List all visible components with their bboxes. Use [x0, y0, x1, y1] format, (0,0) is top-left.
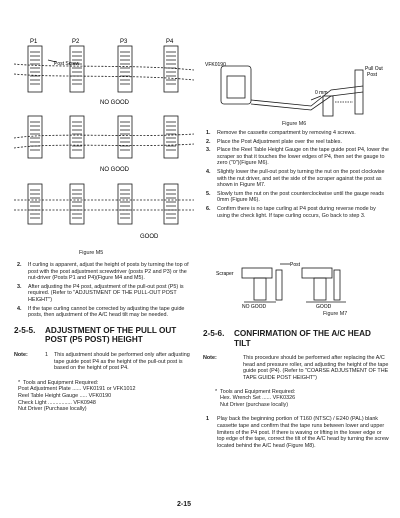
left-note: Note: 1 This adjustment should be performed only after adjusting tape guide post P4 as the height of the pull-out post is based on the height of post P4. — [14, 351, 190, 372]
figure-m7-diagram — [216, 258, 376, 308]
figure-m6-diagram — [203, 56, 393, 120]
right-item-2: 2. Place the Post Adjustment plate over the reel tables. — [206, 138, 342, 145]
left-item-3: 3. After adjusting the P4 post, adjustment of the pull-out post (P5) is required. (Refer to "ADJUSTMENT OF THE PULL-OUT POST HEIGHT") — [17, 283, 184, 303]
right-item-5: 5. Slowly turn the nut on the post counterclockwise until the gauge reads 0mm (Figure M6). — [206, 190, 384, 204]
label-post-m6: Post — [367, 72, 378, 78]
right-item-1: 1. Remove the cassette compartment by removing 4 screws. — [206, 130, 356, 136]
label-p3: P3 — [120, 39, 128, 45]
left-column — [14, 262, 197, 413]
section-2-5-6-heading: 2-5-6. CONFIRMATION OF THE A/C HEAD TILT — [203, 329, 371, 348]
figure-m5-diagram — [14, 38, 194, 266]
label-good: GOOD — [140, 234, 159, 240]
left-item-4: 4. If the tape curling cannot be corrected by adjusting the tape guide posts, then adjustment of the A/C head tilt may be needed. — [17, 305, 185, 319]
right-section-2-5-6 — [203, 329, 389, 451]
section-2-5-5-heading: 2-5-5. ADJUSTMENT OF THE PULL OUT POST (P5 POST) HEIGHT — [14, 325, 177, 345]
label-p4: P4 — [166, 39, 174, 45]
right-item-3: 3. Place the Reel Table Height Gauge on the tape guide post P4, lower the scraper so that it touches the lower edges of P4, then set the gauge to zero ("0")(Figure M6). — [206, 147, 389, 167]
post-row-3 — [14, 184, 194, 224]
left-item-2: 2. If curling is apparent, adjust the height of posts by turning the top of post with the post adjustment screwdriver (posts P2 and P3) or the nut-driver (Posts P1 and P4)(Figure M4 and M5). — [17, 262, 189, 282]
label-post-screw: Post Screw — [54, 61, 80, 67]
label-good-m7: GOOD — [316, 304, 332, 308]
label-0mm: 0 mm — [315, 90, 328, 96]
post-row-2 — [14, 116, 194, 158]
right-tools-block — [203, 389, 389, 409]
figure-m5-caption: Figure M5 — [79, 250, 104, 256]
left-tools-heading: * Tools and Equipment Required: — [18, 379, 99, 386]
label-no-good-1: NO GOOD — [100, 100, 130, 106]
right-final-item: 1 Play back the beginning portion of T160 (NTSC) / E240 (PAL) blank cassette tape and confirm that the tape runs between lower and upper limiters of the P4 post. If there is waving or lifting in the lower edge or top edge of the tape, correct the tilt of the A/C head by turning the screw located behind the A/C head (Figure M8). — [206, 416, 389, 449]
page-number: 2-15 — [177, 501, 192, 508]
label-no-good-m7: NO GOOD — [242, 304, 267, 308]
label-no-good-2: NO GOOD — [100, 167, 130, 173]
tool-line: Reel Table Height Gauge ..... VFK0190 — [18, 392, 112, 399]
right-item-4: 4. Slightly lower the pull-out post by turning the nut on the post clockwise with the nut driver, and set the side of the scraper against the post as shown in Figure M7. — [206, 168, 385, 189]
tool-line: Check Light ................ VFK0948 — [18, 399, 96, 406]
tool-line: Post Adjustment Plate ...... VFK0191 or VFK1012 — [18, 386, 136, 393]
tool-line: Nut Driver (Purchase locally) — [18, 406, 87, 413]
label-scraper: Scraper — [216, 271, 234, 277]
label-post-m7: Post — [290, 262, 301, 268]
right-steps — [203, 130, 389, 221]
label-p1: P1 — [30, 39, 38, 45]
tool-line: Nut Driver (purchase locally) — [220, 401, 289, 408]
label-p2: P2 — [72, 39, 80, 45]
figure-m7-caption: Figure M7 — [323, 311, 348, 317]
left-tools-block — [14, 380, 197, 413]
right-tools-heading: * Tools and Equipment Required: — [215, 388, 296, 395]
right-item-6: 6. Confirm there is no tape curling at P4 post during reverse mode by using the check light. If tape curling occurs, Go back to step 3. — [206, 205, 376, 219]
figure-m6-caption: Figure M6 — [282, 121, 307, 127]
post-row-1 — [14, 46, 194, 92]
label-vfk0190: VFK0190 — [205, 62, 226, 68]
right-note: Note: This procedure should be performed after replacing the A/C head and pressure roller, and adjusting the height of the tape guide post (P4). (Refer to "COARSE ADJUSTMENT OF THE TAPE GUIDE POST HEIGHT") — [203, 355, 389, 381]
tool-line: Hex. Wrench Set ...... VFK0326 — [220, 395, 296, 402]
label-pull-out: Pull Out — [365, 66, 383, 72]
